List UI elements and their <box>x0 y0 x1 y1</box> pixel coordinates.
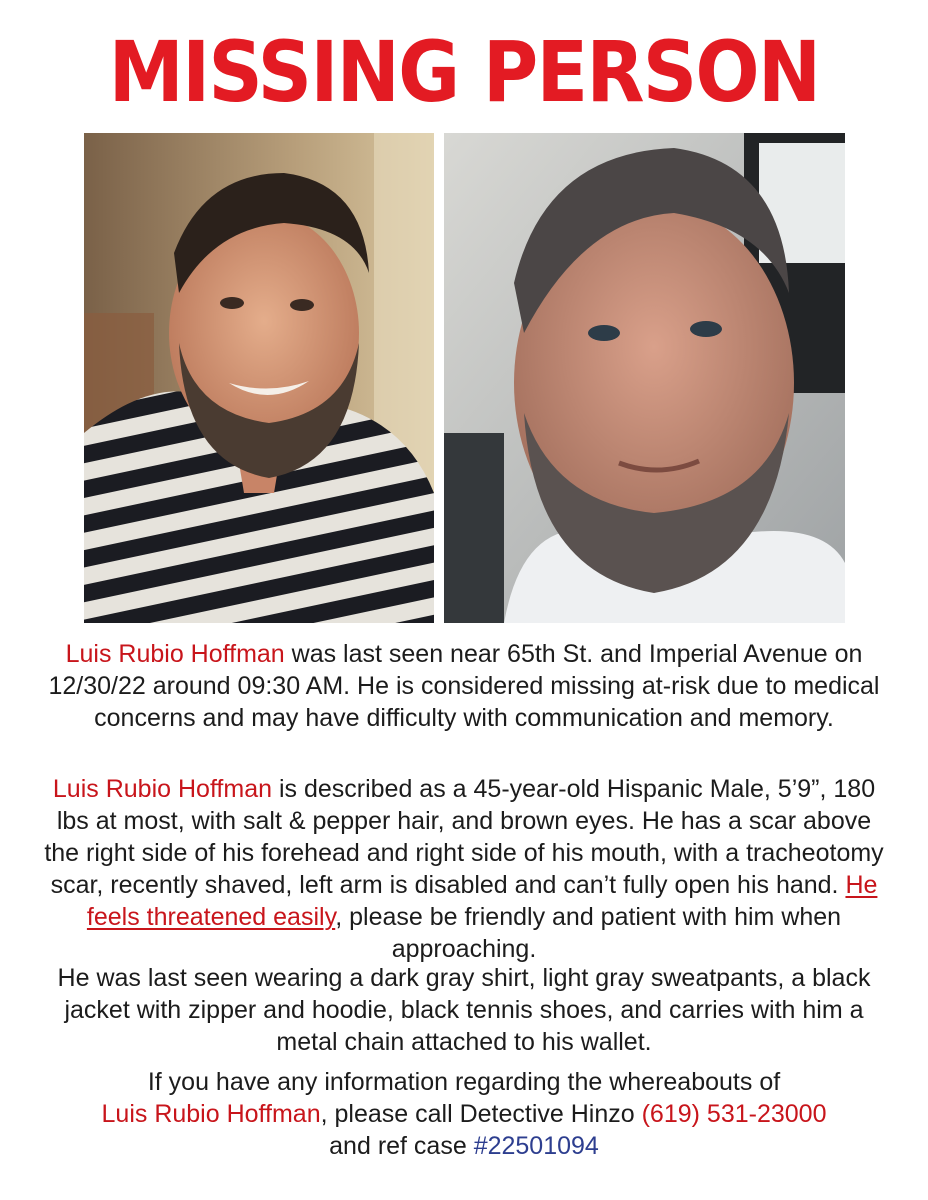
man-portrait-left-image <box>84 133 434 623</box>
phone-number: (619) 531-23000 <box>641 1100 827 1128</box>
description-text: is described as a 45-year-old Hispanic Male, 5’9”, 180 lbs at most, with salt & pepper hair, and brown eyes. He has a scar above the right side of his forehead and right side of his mouth, with a tracheotomy scar, recently shaved, left arm is disabled and can’t fully open his hand. <box>44 775 884 899</box>
approach-text: , please be friendly and patient with him when approaching. <box>335 903 842 963</box>
photo-left <box>84 133 434 623</box>
last-seen-paragraph <box>40 638 888 734</box>
case-number: #22501094 <box>473 1132 599 1160</box>
person-name: Luis Rubio Hoffman <box>65 640 285 668</box>
warning-text: He feels threatened easily <box>86 871 878 931</box>
contact-detective-text: , please call Detective Hinzo <box>320 1100 642 1128</box>
person-name: Luis Rubio Hoffman <box>101 1100 321 1128</box>
man-portrait-right-image <box>444 133 845 623</box>
last-seen-text: was last seen near 65th St. and Imperial Avenue on 12/30/22 around 09:30 AM. He is considered missing at-risk due to medical concerns and may have difficulty with communication and memory. <box>48 640 880 732</box>
headline: MISSING PERSON <box>108 23 820 121</box>
clothing-text: He was last seen wearing a dark gray shirt, light gray sweatpants, a black jacket with zipper and hoodie, black tennis shoes, and carries with him a metal chain attached to his wallet. <box>57 964 871 1056</box>
clothing-paragraph <box>40 962 888 1058</box>
contact-paragraph <box>40 1066 888 1162</box>
contact-intro-text: If you have any information regarding the whereabouts of <box>147 1068 781 1096</box>
ref-case-text: and ref case <box>329 1132 474 1160</box>
person-name: Luis Rubio Hoffman <box>52 775 273 803</box>
description-paragraph <box>40 773 888 965</box>
photo-right <box>444 133 845 623</box>
